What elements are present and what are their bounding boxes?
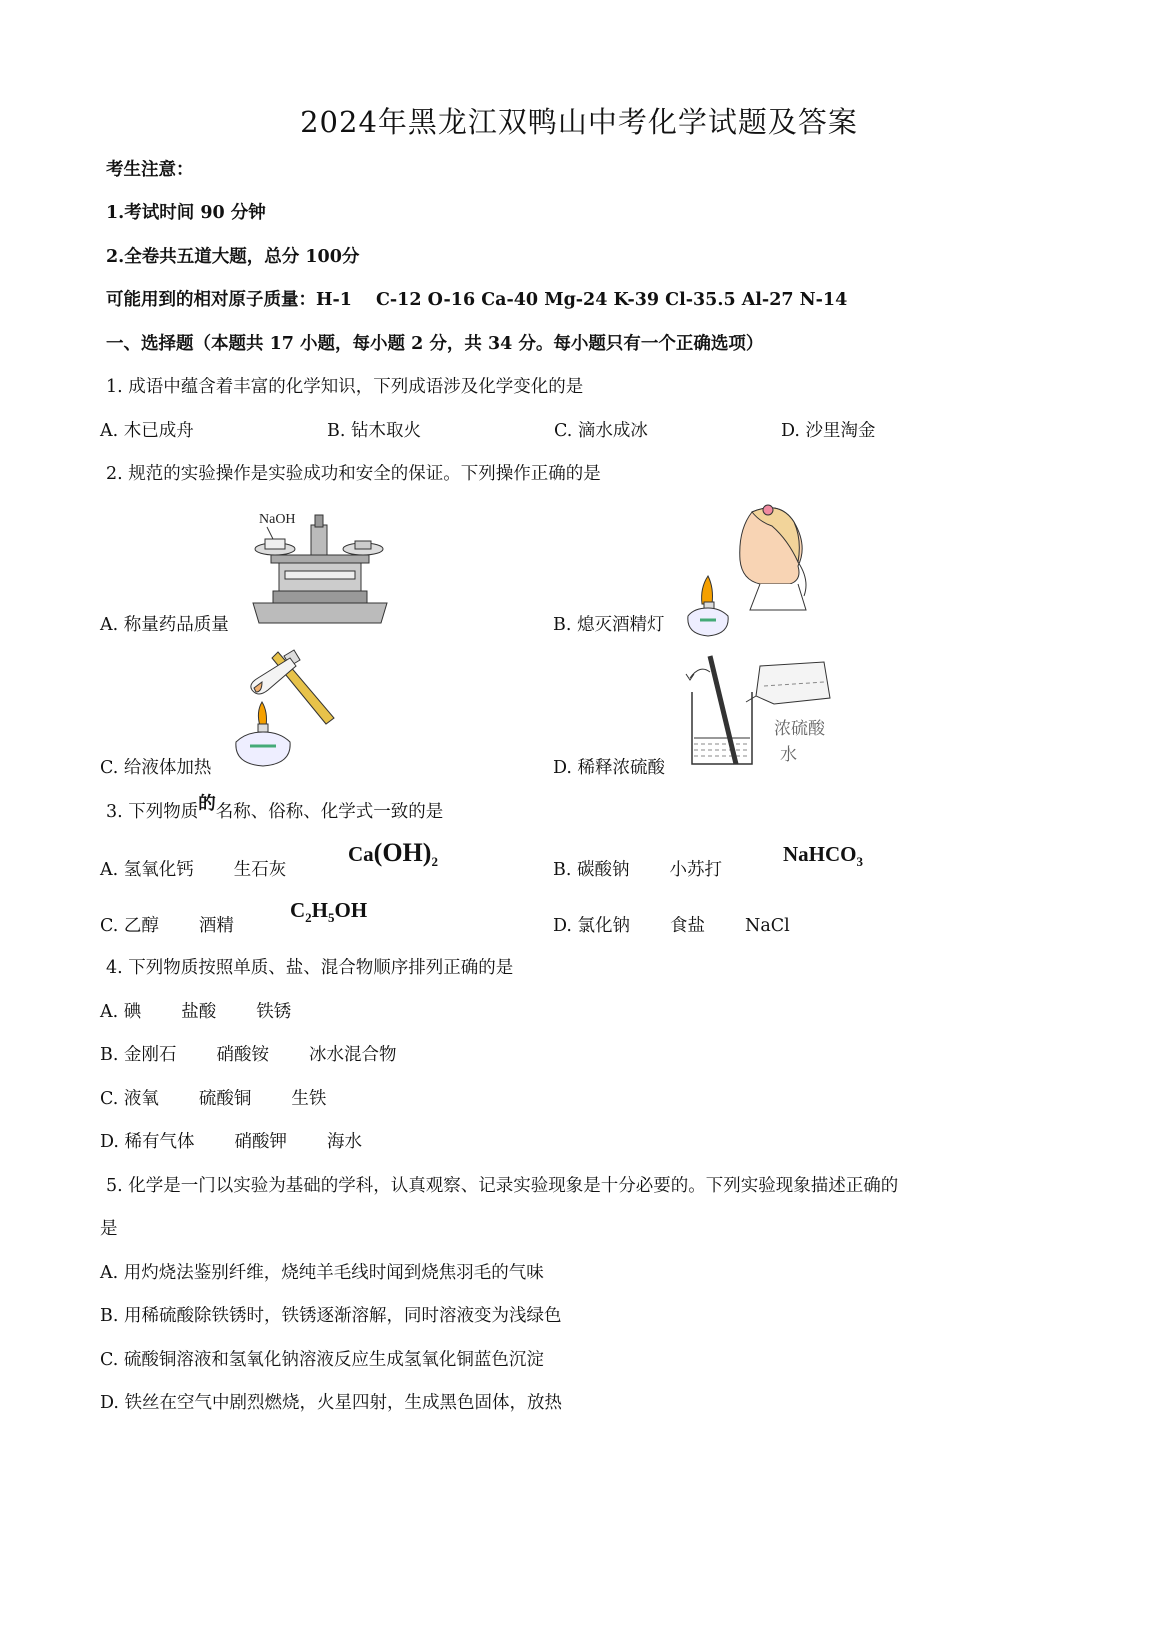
option-term: 硝酸钾 <box>234 1132 288 1152</box>
q3-stem-post: 名称、俗称、化学式一致的是 <box>215 802 444 822</box>
q3-stem-pre: 3. 下列物质 <box>106 802 199 822</box>
formula-part: H <box>311 898 329 922</box>
q1-option-b[interactable]: B. 钻木取火 <box>327 421 421 441</box>
q5-stem: 5. 化学是一门以实验为基础的学科，认真观察、记录实验现象是十分必要的。下列实验现象描述正确的 <box>106 1176 899 1196</box>
q3-b-common: 小苏打 <box>669 860 722 880</box>
notice-item-1: 1.考试时间 90 分钟 <box>106 203 266 223</box>
q1-stem: 1. 成语中蕴含着丰富的化学知识，下列成语涉及化学变化的是 <box>106 377 584 397</box>
formula-sub: 5 <box>328 910 335 926</box>
q5-stem-continued: 是 <box>100 1219 118 1239</box>
q3-b-formula <box>783 842 863 870</box>
option-term: D. 稀有气体 <box>100 1132 195 1152</box>
formula-sub: 3 <box>856 854 863 870</box>
formula-sub: 2 <box>431 854 438 870</box>
option-term: 铁锈 <box>256 1002 292 1022</box>
notice-item-2: 2.全卷共五道大题，总分 100分 <box>106 247 360 267</box>
q3-a-common: 生石灰 <box>233 860 287 880</box>
formula-part: NaHCO <box>783 842 857 866</box>
q3-a-name: A. 氢氧化钙 <box>100 860 194 880</box>
page-title: 2024年黑龙江双鸭山中考化学试题及答案 <box>300 105 858 139</box>
q3-a-formula <box>348 838 438 870</box>
q3-b-name: B. 碳酸钠 <box>553 860 630 880</box>
water-label: 水 <box>780 745 797 765</box>
atomic-mass-line <box>106 286 847 311</box>
option-term: 盐酸 <box>181 1002 217 1022</box>
q5-option-c[interactable]: C. 硫酸铜溶液和氢氧化钠溶液反应生成氢氧化铜蓝色沉淀 <box>100 1350 544 1370</box>
formula-sub: 2 <box>305 910 312 926</box>
q3-d-common: 食盐 <box>670 916 706 936</box>
q3-c-formula <box>290 898 367 926</box>
dilute-acid-figure <box>684 652 834 772</box>
q1-option-d[interactable]: D. 沙里淘金 <box>781 421 876 441</box>
atomic-mass-values: C-12 O-16 Ca-40 Mg-24 K-39 Cl-35.5 Al-27 N-14 <box>375 290 848 310</box>
option-term: 海水 <box>327 1132 363 1152</box>
option-term: A. 碘 <box>100 1002 142 1022</box>
option-term: 冰水混合物 <box>309 1045 397 1065</box>
option-term: 硝酸铵 <box>216 1045 269 1065</box>
blow-out-lamp-figure <box>680 500 810 640</box>
balance-figure <box>245 505 395 630</box>
formula-part: C <box>290 898 306 922</box>
q1-option-c[interactable]: C. 滴水成冰 <box>554 421 648 441</box>
q3-option-d[interactable] <box>553 912 790 937</box>
heat-liquid-figure <box>228 648 343 768</box>
section-heading: 一、选择题（本题共 17 小题，每小题 2 分，共 34 分。每小题只有一个正确选项） <box>106 334 764 354</box>
q5-option-d[interactable]: D. 铁丝在空气中剧烈燃烧，火星四射，生成黑色固体，放热 <box>100 1393 563 1413</box>
q3-option-a[interactable] <box>100 856 286 881</box>
notice-heading: 考生注意： <box>106 160 194 180</box>
q3-c-common: 酒精 <box>198 916 234 936</box>
q2-option-c[interactable]: C. 给液体加热 <box>100 758 212 778</box>
q4-stem: 4. 下列物质按照单质、盐、混合物顺序排列正确的是 <box>106 958 514 978</box>
acid-label: 浓硫酸 <box>774 719 825 739</box>
q3-stem-de: 的 <box>198 794 216 814</box>
q4-option-d[interactable] <box>100 1128 362 1153</box>
q4-option-a[interactable] <box>100 998 291 1023</box>
q3-c-name: C. 乙醇 <box>100 916 159 936</box>
q5-option-a[interactable]: A. 用灼烧法鉴别纤维，烧纯羊毛线时闻到烧焦羽毛的气味 <box>100 1263 544 1283</box>
q4-option-b[interactable] <box>100 1041 397 1066</box>
q4-option-c[interactable] <box>100 1085 326 1110</box>
q5-option-b[interactable]: B. 用稀硫酸除铁锈时，铁锈逐渐溶解，同时溶液变为浅绿色 <box>100 1306 562 1326</box>
q2-stem: 2. 规范的实验操作是实验成功和安全的保证。下列操作正确的是 <box>106 464 601 484</box>
q2-option-a[interactable]: A. 称量药品质量 <box>100 615 229 635</box>
q1-option-a[interactable]: A. 木已成舟 <box>100 421 194 441</box>
option-term: 硫酸铜 <box>198 1089 252 1109</box>
option-term: 生铁 <box>291 1089 327 1109</box>
formula-part: OH <box>334 898 368 922</box>
q3-d-formula: NaCl <box>745 916 790 936</box>
formula-part: (OH) <box>373 838 432 867</box>
formula-part: Ca <box>348 842 374 866</box>
q3-d-name: D. 氯化钠 <box>553 916 631 936</box>
q3-option-c[interactable] <box>100 912 234 937</box>
q3-option-b[interactable] <box>553 856 722 881</box>
atomic-mass-label: 可能用到的相对原子质量：H-1 <box>106 290 352 310</box>
option-term: C. 液氧 <box>100 1089 159 1109</box>
q2-option-b[interactable]: B. 熄灭酒精灯 <box>553 615 665 635</box>
naoh-label: NaOH <box>259 512 296 527</box>
option-term: B. 金刚石 <box>100 1045 177 1065</box>
q2-option-d[interactable]: D. 稀释浓硫酸 <box>553 758 666 778</box>
q3-stem <box>106 794 444 823</box>
